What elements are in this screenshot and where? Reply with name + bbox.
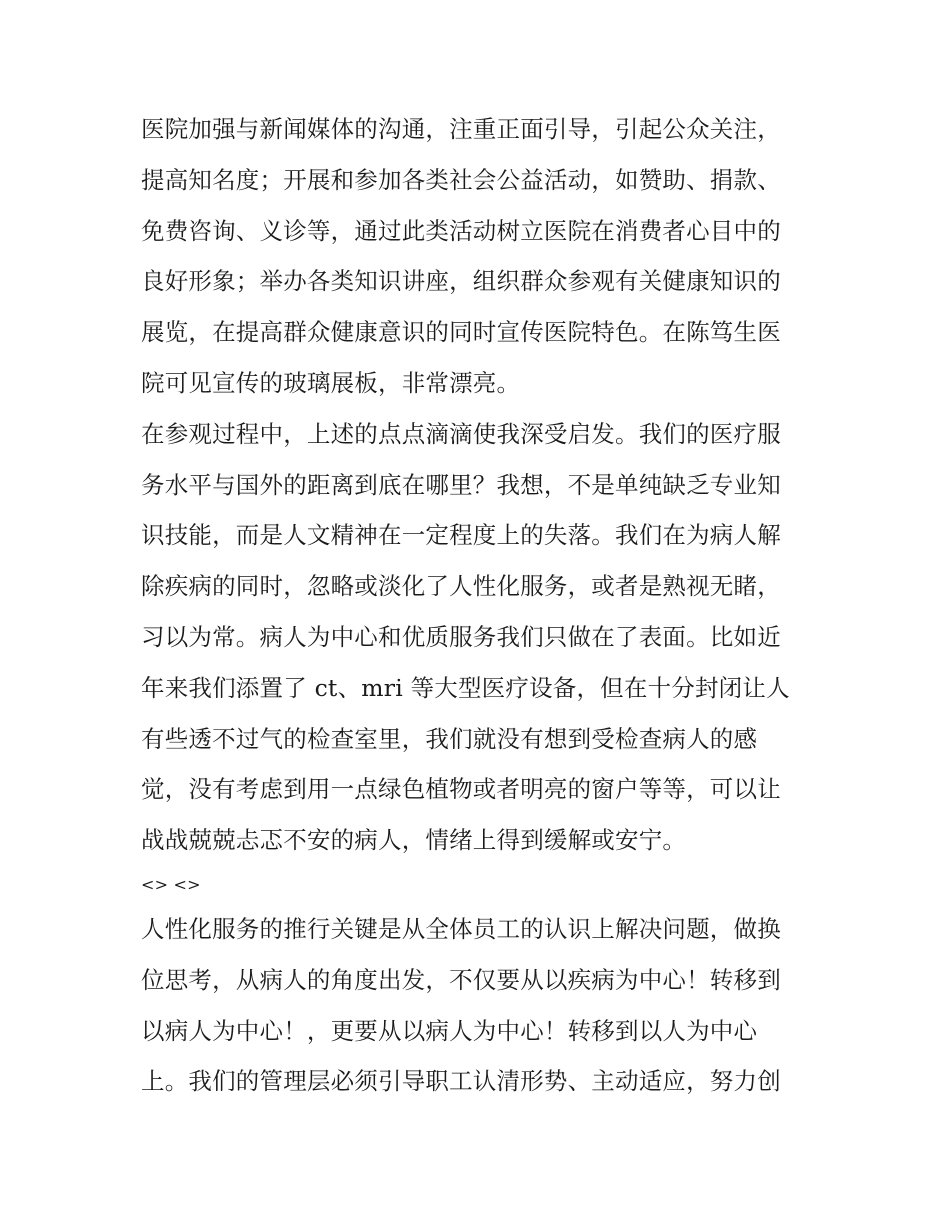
document-body — [141, 104, 813, 1107]
text-line: 良好形象；举办各类知识讲座，组织群众参观有关健康知识的 — [141, 267, 781, 296]
text-line: 习以为常。病人为中心和优质服务我们只做在了表面。比如近 — [141, 622, 781, 651]
text-line: 展览，在提高群众健康意识的同时宣传医院特色。在陈笃生医 — [141, 318, 781, 347]
text-line-marker: <> <> — [141, 874, 201, 894]
text-line: 务水平与国外的距离到底在哪里？我想，不是单纯缺乏专业知 — [141, 470, 781, 499]
text-line: 提高知名度；开展和参加各类社会公益活动，如赞助、捐款、 — [141, 165, 781, 194]
text-line: 在参观过程中，上述的点点滴滴使我深受启发。我们的医疗服 — [141, 419, 781, 448]
text-line: 觉，没有考虑到用一点绿色植物或者明亮的窗户等等，可以让 — [141, 775, 781, 804]
text-line: 医院加强与新闻媒体的沟通，注重正面引导，引起公众关注， — [141, 115, 781, 143]
text-line: 年来我们添置了 ct、mri 等大型医疗设备，但在十分封闭让人 — [141, 673, 790, 702]
text-line: 上。我们的管理层必须引导职工认清形势、主动适应，努力创 — [141, 1067, 781, 1096]
text-line: 位思考，从病人的角度出发，不仅要从以疾病为中心！转移到 — [141, 965, 781, 994]
text-line: 免费咨询、义诊等，通过此类活动树立医院在消费者心目中的 — [141, 216, 781, 245]
text-line: 识技能，而是人文精神在一定程度上的失落。我们在为病人解 — [141, 521, 781, 550]
text-line: 院可见宣传的玻璃展板，非常漂亮。 — [141, 368, 521, 397]
text-line: 有些透不过气的检查室里，我们就没有想到受检查病人的感 — [141, 724, 758, 753]
text-line: 以病人为中心！，更要从以病人为中心！转移到以人为中心 — [141, 1016, 758, 1045]
text-line: 人性化服务的推行关键是从全体员工的认识上解决问题，做换 — [141, 914, 781, 943]
text-line: 战战兢兢忐忑不安的病人，情绪上得到缓解或安宁。 — [141, 826, 687, 855]
text-line: 除疾病的同时，忽略或淡化了人性化服务，或者是熟视无睹， — [141, 572, 781, 601]
